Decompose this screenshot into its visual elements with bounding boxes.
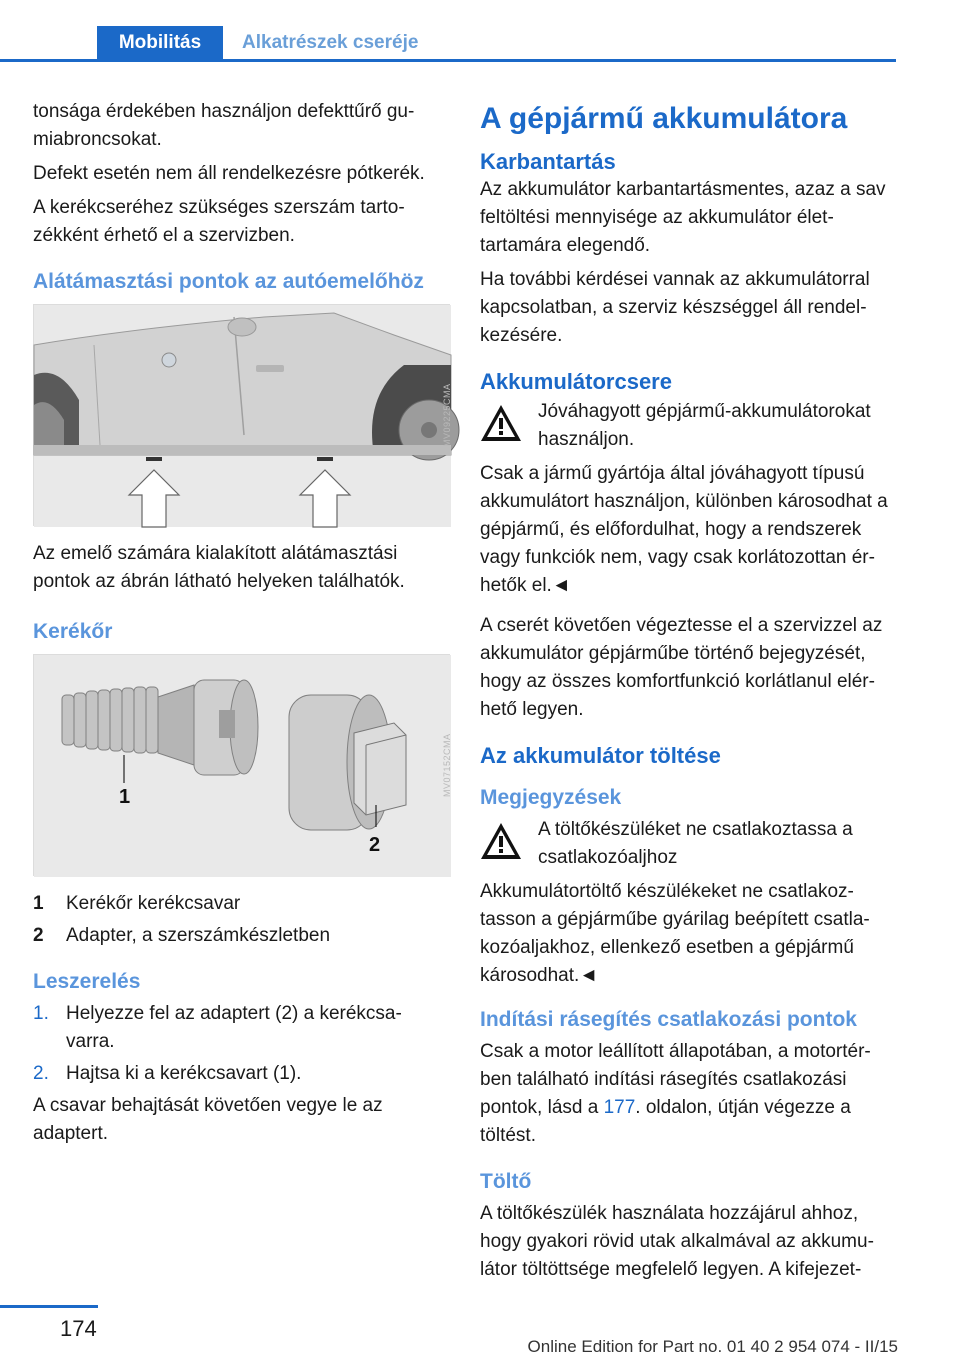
step-number: 2.	[33, 1063, 49, 1084]
wheel-bolt-illustration	[34, 655, 451, 877]
heading-jump-start-points: Indítási rásegítés csatlakozási pontok	[480, 1008, 857, 1031]
heading-notes: Megjegyzések	[480, 786, 622, 809]
step-number: 1.	[33, 1003, 49, 1024]
figure-wheel-lock	[33, 654, 450, 876]
warning-triangle-icon	[480, 404, 522, 442]
car-side-illustration	[34, 305, 451, 527]
paragraph-registration: A cserét követően végeztesse el a szervizzel az akkumulátor gépjárműbe történő bejegyzését, hogy az összes komfortfunkció korlátlanul elér-hető legyen.	[480, 615, 883, 720]
warning-approved-battery	[480, 398, 900, 454]
figure-jack-points	[33, 304, 450, 526]
legend-text: Adapter, a szerszámkészletben	[66, 925, 331, 946]
left-column	[33, 98, 450, 1154]
footer-rule	[0, 1305, 98, 1308]
bolt-thread	[62, 687, 158, 753]
header-rule	[0, 59, 896, 62]
warning-socket	[480, 816, 900, 872]
paragraph-remove-adapter: A csavar behajtását követően vegye le az adaptert.	[33, 1095, 383, 1144]
paragraph-charger-use: A töltőkészülék használata hozzájárul ahhoz, hogy gyakori rövid utak alkalmával az akkumu-látor töltöttsége megfelelő legyen. A kifejezet-	[480, 1203, 874, 1280]
heading-wheel-lock: Kerékőr	[33, 620, 113, 643]
step-item	[33, 1000, 450, 1056]
paragraph-jump-start	[480, 1038, 900, 1150]
heading-charging: Az akkumulátor töltése	[480, 743, 721, 768]
legend-number: 2	[33, 925, 44, 946]
figure-code: MV09225CMA	[442, 383, 452, 447]
heading-removal: Leszerelés	[33, 970, 141, 993]
step-text: Helyezze fel az adaptert (2) a kerékcsa-varra.	[66, 1003, 402, 1052]
right-column	[480, 98, 900, 1290]
figure-label-2: 2	[369, 834, 381, 856]
paragraph-runflat: tonsága érdekében használjon defekttűrő gu-miabroncsokat.	[33, 101, 415, 150]
warning-triangle-icon	[480, 822, 522, 860]
warning-text: Jóváhagyott gépjármű-akkumulátorokat használjon.	[538, 401, 871, 450]
caption-jack-points: Az emelő számára kialakított alátámasztási pontok az ábrán látható helyeken találhatók.	[33, 543, 405, 592]
footer-edition: Online Edition for Part no. 01 40 2 954 074 - II/15	[527, 1337, 898, 1356]
legend-text: Kerékőr kerékcsavar	[66, 893, 241, 914]
paragraph-tools: A kerékcseréhez szükséges szerszám tarto-zékként érhető el a szervizben.	[33, 197, 405, 246]
header-tab-mobilitas[interactable]: Mobilitás	[97, 26, 223, 60]
heading-maintenance: Karbantartás	[480, 149, 616, 174]
paragraph-charger-socket: Akkumulátortöltő készülékeket ne csatlakoz-tasson a gépjárműbe gyárilag beépített csatla-kozóaljakhoz, ellenkező esetben a gépjármű károsodhat.◄	[480, 881, 870, 986]
text-span: Csak a motor leállított állapotában, a motortér-ben található indítási rásegítés csatlakozási pontok, lásd a	[480, 1041, 871, 1118]
text-span: . oldalon, útján végezze a töltést.	[480, 1097, 851, 1146]
heading-battery-replacement: Akkumulátorcsere	[480, 369, 672, 394]
heading-charger: Töltő	[480, 1170, 532, 1193]
figure-label-1: 1	[119, 786, 131, 808]
step-item	[33, 1060, 450, 1088]
page-number: 174	[60, 1316, 97, 1341]
figure-code: MV07152CMA	[442, 733, 452, 797]
heading-battery: A gépjármű akkumulátora	[480, 102, 848, 135]
paragraph-maintenance-questions: Ha további kérdései vannak az akkumulátorral kapcsolatban, a szerviz készséggel áll rendel-kezésére.	[480, 269, 870, 346]
paragraph-no-spare: Defekt esetén nem áll rendelkezésre pótkerék.	[33, 163, 425, 184]
page-link-177[interactable]: 177	[603, 1097, 636, 1118]
legend-item	[33, 922, 450, 950]
heading-jack-points: Alátámasztási pontok az autóemelőhöz	[33, 270, 424, 293]
step-text: Hajtsa ki a kerékcsavart (1).	[66, 1063, 302, 1084]
legend-item	[33, 890, 450, 918]
legend-number: 1	[33, 893, 44, 914]
paragraph-approved-type: Csak a jármű gyártója által jóváhagyott típusú akkumulátort használjon, különben károsodhat a gépjármű, és előfordulhat, hogy a rendszerek vagy funkciók nem, vagy csak korlátozottan ér-hetők el.◄	[480, 463, 888, 596]
header-tab-parts[interactable]: Alkatrészek cseréje	[242, 32, 419, 53]
paragraph-maintenance-free: Az akkumulátor karbantartásmentes, azaz a sav feltöltési mennyisége az akkumulátor élet-tartamára elegendő.	[480, 179, 886, 256]
warning-text: A töltőkészüléket ne csatlakoztassa a csatlakozóaljhoz	[538, 819, 853, 868]
